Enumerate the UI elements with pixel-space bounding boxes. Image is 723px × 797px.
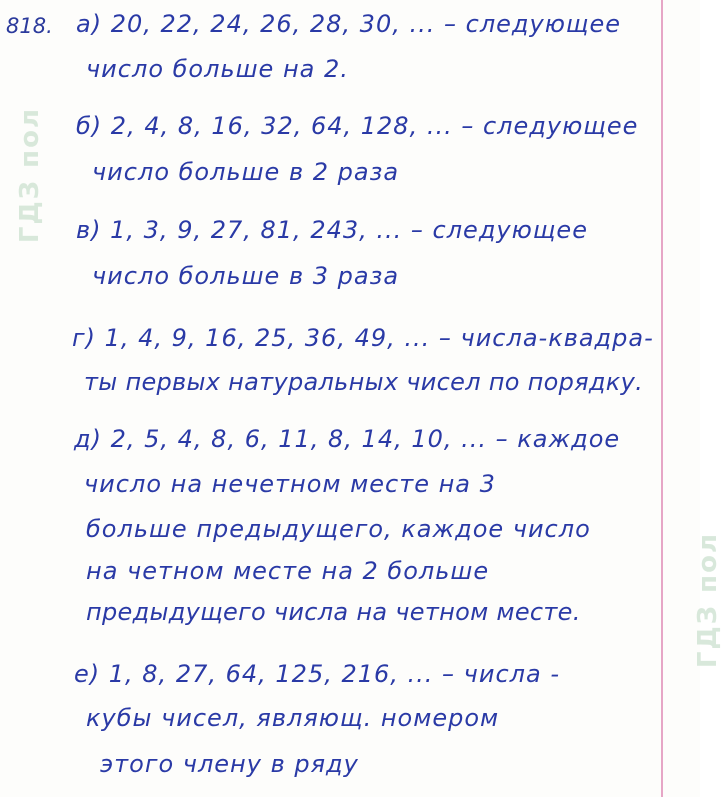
part-a-line-1: а) 20, 22, 24, 26, 28, 30, ... – следующее [76, 10, 622, 38]
part-b-line-1: б) 2, 4, 8, 16, 32, 64, 128, ... – следующее [76, 112, 639, 140]
part-e-line-3: этого члену в ряду [100, 750, 359, 778]
part-g-line-2: ты первых натуральных чисел по порядку. [84, 368, 644, 396]
part-v-line-1: в) 1, 3, 9, 27, 81, 243, ... – следующее [76, 216, 588, 244]
part-g-line-1: г) 1, 4, 9, 16, 25, 36, 49, ... – числа-квадра- [72, 324, 654, 352]
part-b-line-2: число больше в 2 раза [92, 158, 400, 186]
watermark-left: ГДЗ пол [15, 106, 46, 244]
part-d-line-1: д) 2, 5, 4, 8, 6, 11, 8, 14, 10, ... – каждое [74, 425, 621, 453]
watermark-right: ГДЗ пол [693, 531, 723, 669]
part-d-line-4: на четном месте на 2 больше [86, 557, 490, 585]
part-d-line-3: больше предыдущего, каждое число [86, 515, 591, 543]
part-d-line-5: предыдущего числа на четном месте. [86, 598, 581, 626]
margin-line [661, 0, 663, 797]
part-e-line-1: е) 1, 8, 27, 64, 125, 216, ... – числа - [74, 660, 560, 688]
part-d-line-2: число на нечетном месте на 3 [84, 470, 496, 498]
part-a-line-2: число больше на 2. [86, 55, 349, 83]
part-v-line-2: число больше в 3 раза [92, 262, 400, 290]
part-e-line-2: кубы чисел, являющ. номером [86, 704, 500, 732]
problem-number: 818. [6, 14, 53, 38]
